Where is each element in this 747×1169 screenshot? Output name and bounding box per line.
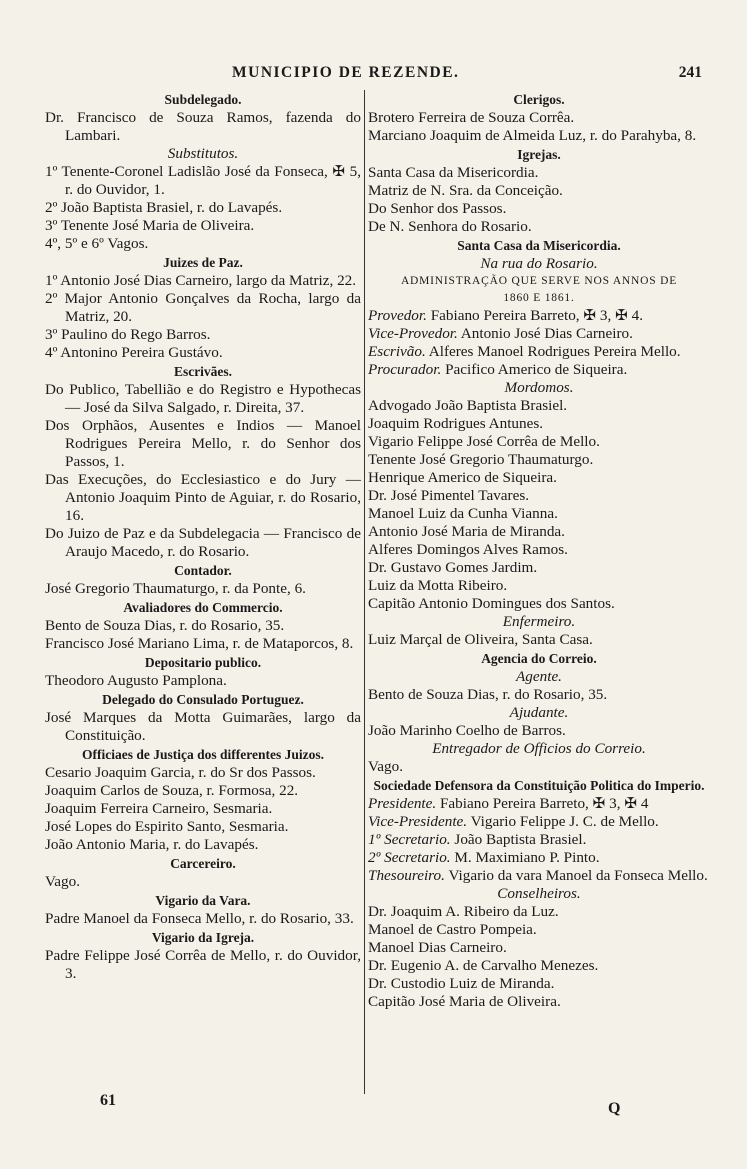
officer-name: Fabiano Pereira Barreto, ✠ 3, ✠ 4. xyxy=(430,307,644,324)
entry: João Marinho Coelho de Barros. xyxy=(368,722,566,739)
officer-name: Antonio José Dias Carneiro. xyxy=(460,325,633,342)
list-item: Manoel Dias Carneiro. xyxy=(368,939,507,956)
page-header xyxy=(42,64,702,86)
officer-row xyxy=(368,813,710,831)
list-item: De N. Senhora do Rosario. xyxy=(368,218,532,235)
section-heading: Delegado do Consulado Portuguez. xyxy=(102,692,304,707)
officer-row xyxy=(368,849,710,867)
list-item: Antonio José Maria de Miranda. xyxy=(368,523,565,540)
entry: José Gregorio Thaumaturgo, r. da Ponte, 6. xyxy=(45,580,306,597)
officer-title: Thesoureiro. xyxy=(368,867,445,884)
list-item: 3º Tenente José Maria de Oliveira. xyxy=(45,217,255,234)
section-heading: Carcereiro. xyxy=(170,856,236,871)
list-item: Dr. Gustavo Gomes Jardim. xyxy=(368,559,538,576)
list-item: Vigario Felippe José Corrêa de Mello. xyxy=(368,433,600,450)
entry: Theodoro Augusto Pamplona. xyxy=(45,672,227,689)
officer-name: Pacifico Americo de Siqueira. xyxy=(445,361,628,378)
section-heading: Subdelegado. xyxy=(164,92,242,107)
officer-title: Vice-Provedor. xyxy=(368,325,458,342)
signature-mark-right: Q xyxy=(608,1100,621,1117)
officer-name: Vigario da vara Manoel da Fonseca Mello. xyxy=(448,867,708,884)
list-item: Capitão Antonio Domingues dos Santos. xyxy=(368,595,615,612)
list-item: Alferes Domingos Alves Ramos. xyxy=(368,541,568,558)
section-subheading: Agente. xyxy=(516,668,562,685)
entry: Padre Manoel da Fonseca Mello, r. do Rosario, 33. xyxy=(45,910,354,927)
officer-title: Vice-Presidente. xyxy=(368,813,468,830)
section-heading: Juizes de Paz. xyxy=(163,255,243,270)
list-item: Marciano Joaquim de Almeida Luz, r. do Parahyba, 8. xyxy=(368,127,697,144)
officer-row xyxy=(368,867,710,885)
section-subheading: Mordomos. xyxy=(504,379,574,396)
section-subheading: Ajudante. xyxy=(509,704,569,721)
column-divider xyxy=(364,90,365,1094)
list-item: Joaquim Rodrigues Antunes. xyxy=(368,415,544,432)
left-column xyxy=(45,90,361,983)
section-subheading: Substitutos. xyxy=(167,145,239,162)
officer-name: Alferes Manoel Rodrigues Pereira Mello. xyxy=(428,343,681,360)
officer-title: Escrivão. xyxy=(368,343,426,360)
signature-mark-left: 61 xyxy=(100,1092,116,1109)
list-item: Dr. Eugenio A. de Carvalho Menezes. xyxy=(368,957,599,974)
section-subheading: Entregador de Officios do Correio. xyxy=(432,740,646,757)
officer-row xyxy=(368,795,710,813)
section-heading: Agencia do Correio. xyxy=(481,651,597,666)
section-heading: Officiaes de Justiça dos differentes Juizos. xyxy=(82,747,324,762)
section-heading: Avaliadores do Commercio. xyxy=(123,600,283,615)
page-title: MUNICIPIO DE REZENDE. xyxy=(232,64,460,81)
officer-name: M. Maximiano P. Pinto. xyxy=(454,849,600,866)
section-heading: Depositario publico. xyxy=(144,655,262,670)
officer-title: 2º Secretario. xyxy=(368,849,451,866)
list-item: 4º, 5º e 6º Vagos. xyxy=(45,235,149,252)
section-heading: Santa Casa da Misericordia. xyxy=(457,238,621,253)
list-item: Francisco José Mariano Lima, r. de Mataporcos, 8. xyxy=(45,635,354,652)
admin-caption: ADMINISTRAÇÃO QUE SERVE NOS ANNOS DE xyxy=(400,275,678,287)
list-item: 2º Major Antonio Gonçalves da Rocha, largo da Matriz, 20. xyxy=(45,290,361,325)
section-heading: Sociedade Defensora da Constituição Politica do Imperio. xyxy=(373,778,705,793)
section-subheading: Conselheiros. xyxy=(497,885,581,902)
list-item: Capitão José Maria de Oliveira. xyxy=(368,993,561,1010)
list-item: Dos Orphãos, Ausentes e Indios — Manoel Rodrigues Pereira Mello, r. do Senhor dos Passos, 1. xyxy=(45,417,361,470)
page-number: 241 xyxy=(678,64,702,81)
officer-title: Procurador. xyxy=(368,361,442,378)
officer-row xyxy=(368,361,710,379)
entry: José Marques da Motta Guimarães, largo da Constituição. xyxy=(45,709,361,744)
list-item: João Antonio Maria, r. do Lavapés. xyxy=(45,836,259,853)
section-heading: Escrivães. xyxy=(173,364,233,379)
list-item: Dr. Joaquim A. Ribeiro da Luz. xyxy=(368,903,559,920)
entry: Bento de Souza Dias, r. do Rosario, 35. xyxy=(368,686,608,703)
section-subheading: Na rua do Rosario. xyxy=(480,255,598,272)
section-heading: Vigario da Igreja. xyxy=(151,930,255,945)
entry: Vago. xyxy=(368,758,404,775)
entry: Luiz Marçal de Oliveira, Santa Casa. xyxy=(368,631,593,648)
admin-years: 1860 E 1861. xyxy=(503,292,575,304)
officer-title: Provedor. xyxy=(368,307,427,324)
right-column xyxy=(368,90,710,1011)
list-item: 4º Antonino Pereira Gustávo. xyxy=(45,344,223,361)
list-item: Santa Casa da Misericordia. xyxy=(368,164,539,181)
list-item: Dr. Custodio Luiz de Miranda. xyxy=(368,975,555,992)
list-item: Henrique Americo de Siqueira. xyxy=(368,469,557,486)
entry: Vago. xyxy=(45,873,81,890)
list-item: Matriz de N. Sra. da Conceição. xyxy=(368,182,563,199)
officer-name: Vigario Felippe J. C. de Mello. xyxy=(470,813,659,830)
section-subheading: Enfermeiro. xyxy=(502,613,576,630)
list-item: 1º Tenente-Coronel Ladislão José da Fonseca, ✠ 5, r. do Ouvidor, 1. xyxy=(45,163,361,198)
section-heading: Clerigos. xyxy=(513,92,565,107)
entry: Padre Felippe José Corrêa de Mello, r. do Ouvidor, 3. xyxy=(45,947,361,982)
list-item: 3º Paulino do Rego Barros. xyxy=(45,326,211,343)
officer-row xyxy=(368,343,710,361)
officer-row xyxy=(368,831,710,849)
list-item: Do Publico, Tabellião e do Registro e Hypothecas — José da Silva Salgado, r. Direita, 37. xyxy=(45,381,361,416)
list-item: Luiz da Motta Ribeiro. xyxy=(368,577,508,594)
officer-name: Fabiano Pereira Barreto, ✠ 3, ✠ 4 xyxy=(439,795,649,812)
list-item: 1º Antonio José Dias Carneiro, largo da Matriz, 22. xyxy=(45,272,357,289)
list-item: José Lopes do Espirito Santo, Sesmaria. xyxy=(45,818,289,835)
entry: Dr. Francisco de Souza Ramos, fazenda do Lambari. xyxy=(45,109,361,144)
list-item: Do Senhor dos Passos. xyxy=(368,200,507,217)
list-item: Bento de Souza Dias, r. do Rosario, 35. xyxy=(45,617,285,634)
officer-row xyxy=(368,307,710,325)
officer-title: 1º Secretario. xyxy=(368,831,451,848)
section-heading: Igrejas. xyxy=(517,147,561,162)
list-item: Do Juizo de Paz e da Subdelegacia — Francisco de Araujo Macedo, r. do Rosario. xyxy=(45,525,361,560)
list-item: 2º João Baptista Brasiel, r. do Lavapés. xyxy=(45,199,283,216)
list-item: Joaquim Carlos de Souza, r. Formosa, 22. xyxy=(45,782,299,799)
list-item: Tenente José Gregorio Thaumaturgo. xyxy=(368,451,594,468)
list-item: Cesario Joaquim Garcia, r. do Sr dos Passos. xyxy=(45,764,316,781)
list-item: Advogado João Baptista Brasiel. xyxy=(368,397,568,414)
section-heading: Contador. xyxy=(174,563,232,578)
list-item: Brotero Ferreira de Souza Corrêa. xyxy=(368,109,575,126)
list-item: Manoel Luiz da Cunha Vianna. xyxy=(368,505,558,522)
officer-title: Presidente. xyxy=(368,795,437,812)
officer-name: João Baptista Brasiel. xyxy=(454,831,587,848)
officer-row xyxy=(368,325,710,343)
list-item: Dr. José Pimentel Tavares. xyxy=(368,487,530,504)
list-item: Joaquim Ferreira Carneiro, Sesmaria. xyxy=(45,800,273,817)
section-heading: Vigario da Vara. xyxy=(155,893,251,908)
list-item: Das Execuções, do Ecclesiastico e do Jury — Antonio Joaquim Pinto de Aguiar, r. do Rosario, 16. xyxy=(45,471,361,524)
list-item: Manoel de Castro Pompeia. xyxy=(368,921,537,938)
